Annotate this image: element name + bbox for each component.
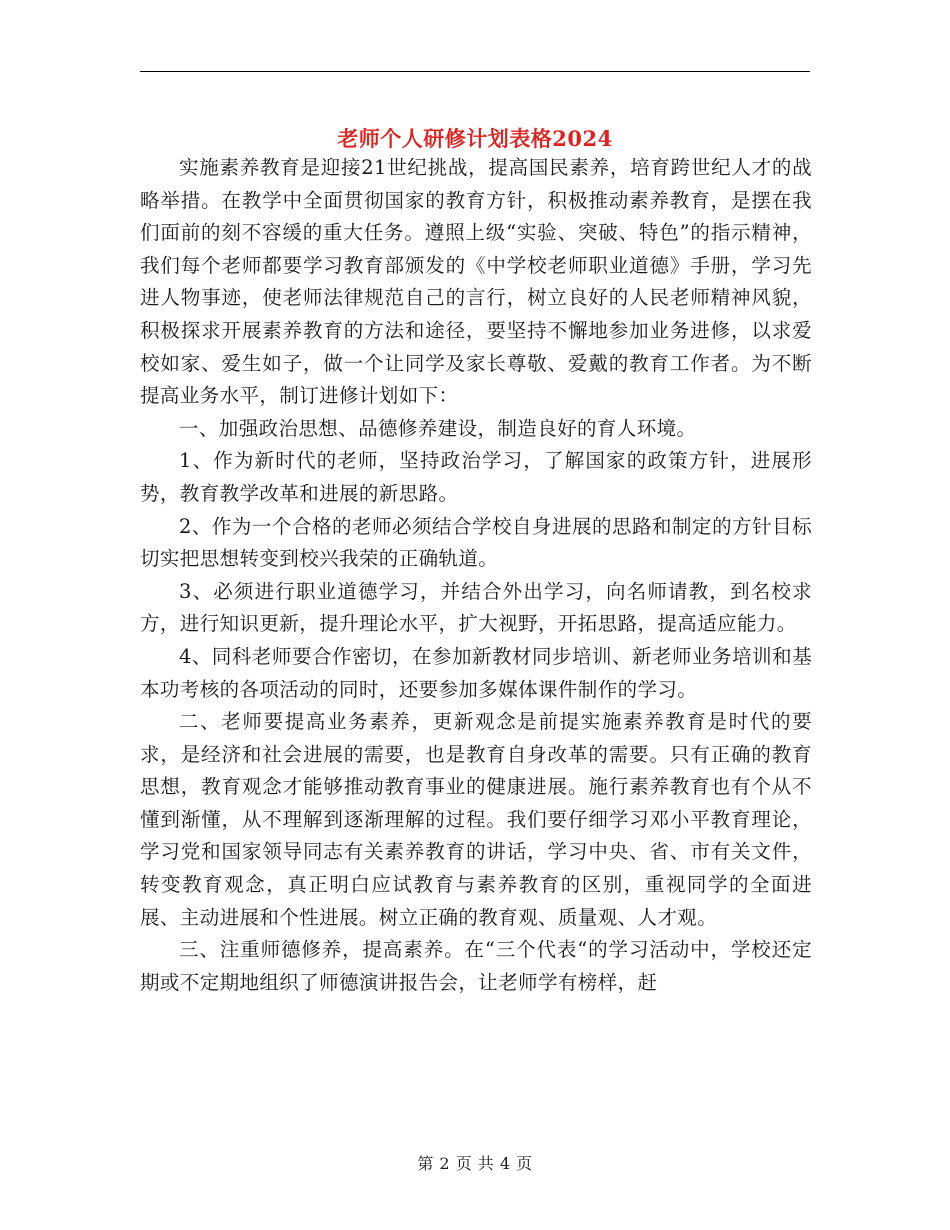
- paragraph-section-1-heading: 一、加强政治思想、品德修养建设，制造良好的育人环境。: [179, 416, 697, 440]
- paragraph-item-1: 1、作为新时代的老师，坚持政治学习，了解国家的政策方针，进展形势，教育教学改革和进展的新思路。: [140, 449, 812, 505]
- paragraph-section-2: 二、老师要提高业务素养，更新观念是前提实施素养教育是时代的要求，是经济和社会进展的需要，也是教育自身改革的需要。只有正确的教育思想，教育观念才能够推动教育事业的健康进展。施行素养教育也有个从不懂到渐懂，从不理解到逐渐理解的过程。我们要仔细学习邓小平教育理论，学习党和国家领导同志有关素养教育的讲话，学习中央、省、市有关文件，转变教育观念，真正明白应试教育与素养教育的区别，重视同学的全面进展、主动进展和个性进展。树立正确的教育观、质量观、人才观。: [140, 710, 812, 929]
- paragraph-item-3: 3、必须进行职业道德学习，并结合外出学习，向名师请教，到名校求方，进行知识更新，提升理论水平，扩大视野，开拓思路，提高适应能力。: [140, 579, 812, 636]
- paragraph-intro: 实施素养教育是迎接21世纪挑战，提高国民素养，培育跨世纪人才的战略举措。在教学中全面贯彻国家的教育方针，积极推动素养教育，是摆在我们面前的刻不容缓的重大任务。遵照上级“实验、突破、特色”的指示精神，我们每个老师都要学习教育部颁发的《中学校老师职业道德》手册，学习先进人物事迹，使老师法律规范自己的言行，树立良好的人民老师精神风貌，积极探求开展素养教育的方法和途径，要坚持不懈地参加业务进修，以求爱校如家、爱生如子，做一个让同学及家长尊敬、爱戴的教育工作者。为不断提高业务水平，制订进修计划如下：: [140, 156, 812, 408]
- paragraph-item-4: 4、同科老师要合作密切，在参加新教材同步培训、新老师业务培训和基本功考核的各项活动的同时，还要参加多媒体课件制作的学习。: [140, 644, 812, 701]
- document-title: 老师个人研修计划表格2024: [337, 126, 613, 152]
- document-body: [140, 152, 812, 999]
- page-number-footer: 第 2 页 共 4 页: [417, 1154, 533, 1173]
- paragraph-item-2: 2、作为一个合格的老师必须结合学校自身进展的思路和制定的方针目标切实把思想转变到校兴我荣的正确轨道。: [140, 514, 812, 571]
- header-rule: [140, 71, 810, 72]
- paragraph-section-3: 三、注重师德修养，提高素养。在“三个代表“的学习活动中，学校还定期或不定期地组织了师德演讲报告会，让老师学有榜样，赶: [140, 938, 812, 994]
